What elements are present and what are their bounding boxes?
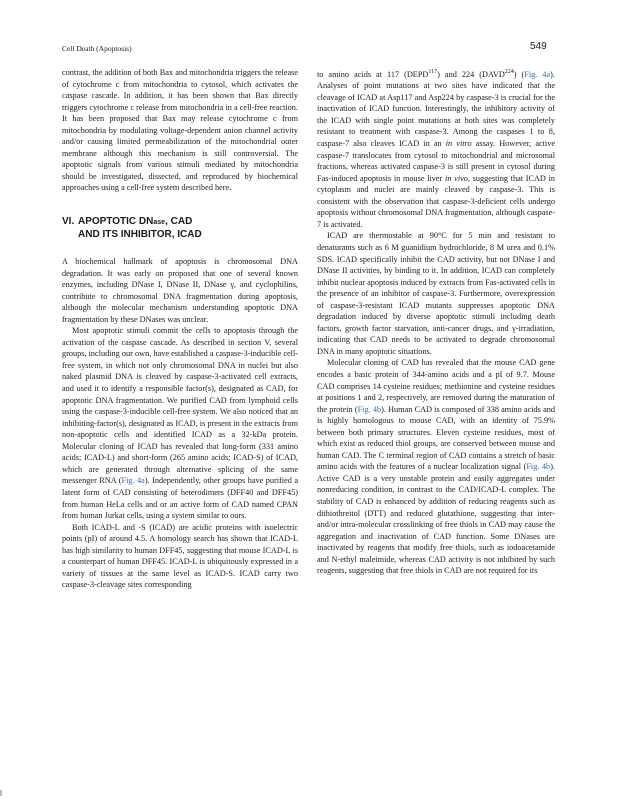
- paragraph: [62, 325, 298, 521]
- running-title: Cell Death (Apoptosis): [62, 44, 132, 53]
- right-column: [317, 67, 555, 577]
- paragraph: A biochemical hallmark of apoptosis is chromosomal DNA degradation. It was early on proposed that one of several known enzymes, including DNase I, DNase II, DNase γ, and cyclophilins, contribute to chromosomal DNA fragmentation during apoptosis, although the molecular mechanism understanding apoptotic DNA fragmentation by these DNases was unclear.: [62, 257, 298, 324]
- figure-link[interactable]: Fig. 4b: [526, 462, 551, 472]
- text-run: assay. However, active caspase-7 translocates from cytosol to mitochondrial and microsomal fractions, whereas activated caspase-3 is still present in cytosol during Fas-induced apoptosis in mouse liver: [317, 139, 556, 183]
- paragraph: contrast, the addition of both Bax and mitochondria triggers the release of cytochrome c from mitochondria to cytosol, which activates the caspase cascade. In addition, it has been shown that Bax directly triggers cytochrome c release from mitochondria in a cell-free reaction. It has been proposed that Bax may release cytochrome c from mitochondria by modulating voltage-dependent anion channel activity and/or causing limited permeabilization of the mitochondrial outer membrane although this mechanism is still controversial. The apoptotic signals from various stimuli mediated by mitochondria should be investigated, dissected, and reproduced by biochemical approaches using a cell-free system described here.: [62, 68, 298, 193]
- section-heading: [62, 216, 298, 241]
- text-run: , suggesting that ICAD in cytoplasm and nuclei are mainly cleaved by caspase-3. This is consistent with the observation that caspase-3-deficient cells undergo apoptosis without chromosomal DNA fragmentation, although caspase-7 is activated.: [317, 173, 555, 229]
- superscript: 224: [504, 69, 514, 75]
- text-run: ). Human CAD is composed of 338 amino acids and is highly homologous to mouse CAD, with an identity of 75.9% between both primary structures. Eleven cysteine residues, most of which exist as reduced thiol groups, are conserved between mouse and human CAD. The C terminal region of CAD contains a stretch of basic amino acids with the features of a nuclear localization signal (: [317, 404, 555, 472]
- heading-line1-sub: ase: [153, 219, 166, 227]
- left-column: [62, 67, 298, 591]
- text-run: ). Independently, other groups have purified a latent form of CAD consisting of heterodimers (DFF40 and DFF45) from human HeLa cells and or an active form of CAD named CPAN from human Jurkat cells, using a system similar to ours.: [62, 476, 298, 521]
- paragraph: Both ICAD-L and -S (ICAD) are acidic proteins with isoelectric points (pI) of around 4.5. A homology search has shown that ICAD-L has high similarity to human DFF45, suggesting that mouse ICAD-L is a counterpart of human DFF45. ICAD-L is ubiquitously expressed in a variety of tissues at the same level as ICAD-S. ICAD carry two caspase-3-cleavage sites corresponding: [62, 522, 298, 590]
- text-run: Molecular cloning of CAD has revealed that the mouse CAD gene encodes a basic protein of 344-amino acids and a pI of 9.7. Mouse CAD comprises 14 cysteine residues; methionine and cysteine residues at positions 1 and 2, respectively, are removed during the maturation of the protein (: [317, 358, 555, 414]
- italic-term: in vivo: [445, 173, 468, 183]
- text-run: ) (: [513, 69, 525, 79]
- text-run: ). Active CAD is a very unstable protein and easily aggregates under nonreducing condition, in contrast to the CAD/ICAD-L complex. The stability of CAD is enhanced by addition of reducing reagents such as dithiothreitol (DTT) and reduced glutathione, suggesting that inter- and/or intra-molecular crosslinking of free thiols in CAD may cause the aggregation and inactivation of CAD function. Some DNases are inactivated by reagents that modify free thiols, such as iodoacetamide and N-ethyl maleimide, whereas CAD activity is not inhibited by such reagents, suggesting that free thiols in CAD are not required for its: [317, 462, 555, 576]
- paragraph: [317, 357, 555, 576]
- text-run: Most apoptotic stimuli commit the cells to apoptosis through the activation of the caspase cascade. As described in section V, several groups, including our own, have established a caspase-3-inducible cell-free system, in which not only chromosomal DNA in nuclei but also naked plasmid DNA is cleaved by caspase-3-activated cell extracts, and used it to identify a responsible factor(s), designated as CAD, for apoptotic DNA fragmentation. We purified CAD from lymphoid cells using the caspase-3-inducible cell-free system. We also noticed that an inhibiting-factor(s), designated as ICAD, is present in the extracts from non-apoptotic cells and identified ICAD as a 32-kDa protein. Molecular cloning of ICAD has revealed that long-form (331 amino acids; ICAD-L) and short-form (265 amino acids; ICAD-S) of ICAD, which are generated through alternative splicing of the same messenger RNA (: [62, 326, 298, 486]
- text-run: to amino acids at 117 (DEPD: [317, 69, 429, 79]
- figure-link[interactable]: Fig. 4b: [357, 404, 382, 414]
- superscript: 117: [428, 69, 438, 75]
- page-number: 549: [530, 41, 547, 52]
- paragraph: [317, 67, 555, 230]
- heading-line1-b: , CAD: [165, 216, 193, 228]
- heading-line2: AND ITS INHIBITOR, ICAD: [78, 229, 202, 241]
- section-number: VI.: [62, 216, 75, 228]
- scan-edge-mark: [0, 790, 2, 796]
- heading-line1-a: APOPTOTIC DN: [78, 216, 154, 228]
- figure-link[interactable]: Fig. 4a: [524, 69, 551, 79]
- text-run: ) and 224 (DAVD: [437, 69, 505, 79]
- figure-link[interactable]: Fig. 4a: [121, 476, 145, 486]
- paragraph: ICAD are thermostable at 90°C for 5 min and resistant to denaturants such as 6 M guanidium hydrochloride, 8 M urea and 0.1% SDS. ICAD specifically inhibit the CAD activity, but not DNase I and DNase II activities, by binding to it. In addition, ICAD can completely inhibit nuclear apoptosis induced by extracts from Fas-activated cells in the presence of an inhibitor of caspase-3. Furthermore, overexpression of caspase-3-resistant ICAD mutants suppresses apoptotic DNA degradation induced by diverse apoptotic stimuli including death factors, growth factor starvation, anti-cancer drugs, and γ-irradiation, indicating that CAD needs to be activated to degrade chromosomal DNA in many apoptotic situations.: [317, 231, 555, 356]
- text-run: ). Analyses of point mutations at two sites have indicated that the cleavage of ICAD at Asp117 and Asp224 by caspase-3 is crucial for the inactivation of ICAD function. Interestingly, the inhibitory activity of the ICAD with single point mutations at both sites was completely resistant to treatment with caspase-3. Among the caspases 1 to 8, caspase-7 also cleaves ICAD in an: [317, 69, 555, 149]
- italic-term: in vitro: [445, 139, 472, 149]
